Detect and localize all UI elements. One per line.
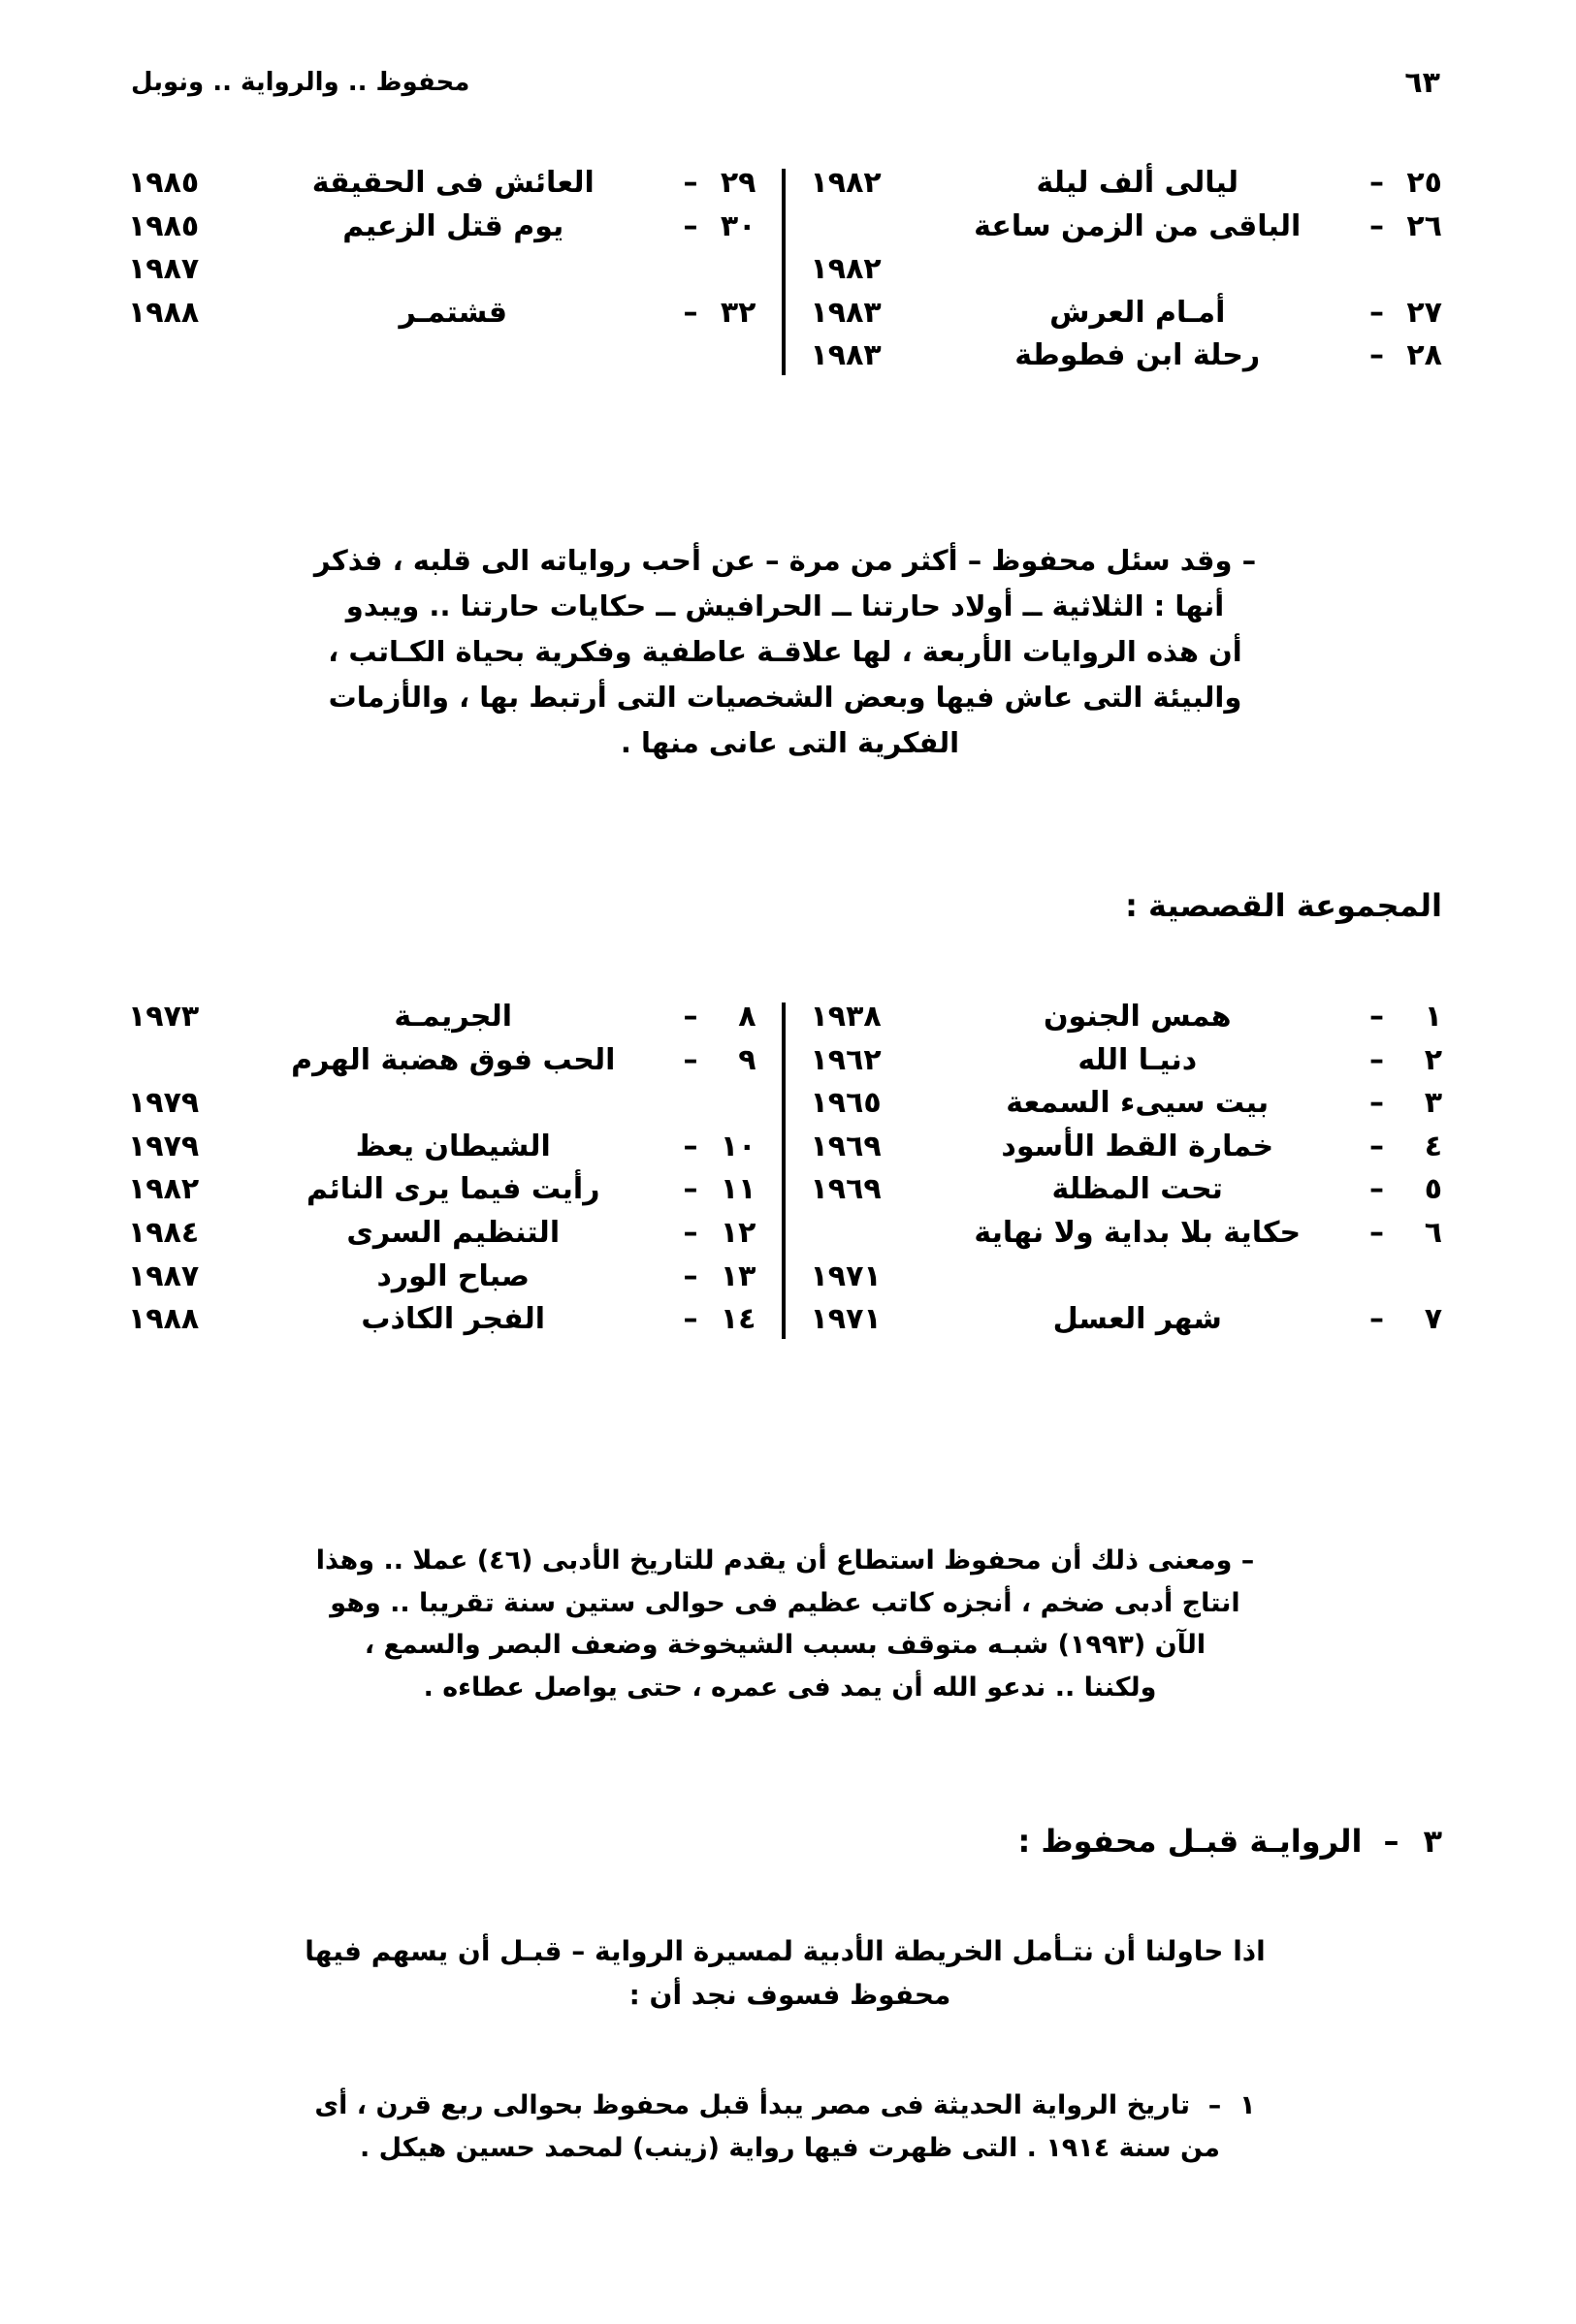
item-number: ١٢ xyxy=(720,1215,756,1250)
item-dash: – xyxy=(683,1042,698,1077)
list-item xyxy=(128,1127,756,1168)
item-title: الجريمـة xyxy=(394,1000,513,1034)
item-number: ٩ xyxy=(738,1042,756,1077)
item-dash: – xyxy=(683,295,698,330)
item-year: ١٩٧١ xyxy=(810,1258,882,1293)
item-dash: – xyxy=(683,1000,698,1034)
paragraph-line: أنها : الثلاثية ــ أولاد حارتنا ــ الحرافيش ــ حكايات حارتنا .. ويبدو xyxy=(345,589,1225,622)
paragraph-total-works xyxy=(128,1540,1442,1709)
list-item-continuation xyxy=(811,1257,1443,1298)
item-year: ١٩٨٨ xyxy=(128,295,200,330)
item-number: ٢٧ xyxy=(1406,295,1442,330)
list-item xyxy=(128,997,756,1038)
paragraph-line: – ومعنى ذلك أن محفوظ استطاع أن يقدم للتاريخ الأدبى (٤٦) عملا .. وهذا xyxy=(315,1545,1255,1576)
item-dash: – xyxy=(1369,166,1384,200)
section-number: ٣ xyxy=(1423,1823,1442,1860)
item-title: أمـام العرش xyxy=(1049,295,1226,330)
item-number: ١٣ xyxy=(720,1258,756,1293)
novels-left-column xyxy=(128,163,786,379)
item-title: العائش فى الحقيقة xyxy=(311,166,595,200)
item-dash: – xyxy=(1369,1086,1384,1121)
paragraph-line: والبيئة التى عاش فيها وبعض الشخصيات التى أرتبط بها ، والأزمات xyxy=(328,680,1242,714)
item-title: دنيـا الله xyxy=(1077,1042,1198,1077)
item-title: الباقى من الزمن ساعة xyxy=(974,208,1302,243)
paragraph-line xyxy=(128,2085,1442,2127)
novels-list-block xyxy=(128,163,1442,379)
stories-section-heading: المجموعة القصصية : xyxy=(1125,887,1442,924)
paragraph-line: أن هذه الروايات الأربعة ، لها علاقـة عاطفية وفكرية بحياة الكـاتب ، xyxy=(328,634,1242,668)
item-number: ٥ xyxy=(1424,1172,1442,1207)
paragraph-favourite-novels xyxy=(128,538,1442,766)
item-year: ١٩٨٣ xyxy=(810,295,882,330)
item-year: ١٩٧١ xyxy=(810,1302,882,1337)
paragraph-before-mahfouz xyxy=(128,1929,1442,2018)
list-item xyxy=(128,1257,756,1298)
item-number: ٢ xyxy=(1424,1042,1442,1077)
item-number: ٧ xyxy=(1424,1302,1442,1337)
item-year: ١٩٨٨ xyxy=(128,1302,200,1337)
section-title: الروايـة قبـل محفوظ : xyxy=(1017,1823,1363,1860)
list-item xyxy=(128,1169,756,1211)
item-number: ٨ xyxy=(738,1000,756,1034)
item-year: ١٩٨٤ xyxy=(128,1215,200,1250)
list-item xyxy=(128,293,756,334)
item-dash: – xyxy=(1369,1302,1384,1337)
running-head xyxy=(0,54,1576,111)
section-dash: – xyxy=(1383,1823,1399,1860)
item-title: يوم قتل الزعيم xyxy=(342,208,564,243)
item-dash: – xyxy=(1369,295,1384,330)
item-number: ٢٩ xyxy=(720,166,756,200)
item-number: ٤ xyxy=(1424,1129,1442,1163)
list-item xyxy=(811,1169,1443,1211)
item-title: الشيطان يعظ xyxy=(355,1129,551,1163)
item-number: ١ xyxy=(1424,1000,1442,1034)
item-dash: – xyxy=(1207,2090,1222,2120)
item-text: تاريخ الرواية الحديثة فى مصر يبدأ قبل محفوظ بحوالى ربع قرن ، أى xyxy=(314,2090,1190,2120)
item-title: التنظيم السرى xyxy=(346,1215,561,1250)
list-item xyxy=(811,1299,1443,1341)
paragraph-line: انتاج أدبى ضخم ، أنجزه كاتب عظيم فى حوالى ستين سنة تقريبا .. وهو xyxy=(330,1587,1240,1618)
item-year: ١٩٨٣ xyxy=(810,338,882,373)
item-number: ١١ xyxy=(720,1172,756,1207)
list-item xyxy=(811,1127,1443,1168)
paragraph-line: من سنة ١٩١٤ . التى ظهرت فيها رواية (زينب) لمحمد حسين هيكل . xyxy=(359,2132,1221,2163)
item-year: ١٩٧٣ xyxy=(128,1000,200,1034)
paragraph-line: الفكرية التى عانى منها . xyxy=(620,725,960,759)
item-title: همس الجنون xyxy=(1043,1000,1232,1034)
item-number: ١٤ xyxy=(720,1302,756,1337)
section-3-heading xyxy=(128,1823,1442,1860)
list-item xyxy=(811,1213,1443,1255)
stories-list-block xyxy=(128,997,1442,1343)
paragraph-line: اذا حاولنا أن نتـأمل الخريطة الأدبية لمسيرة الرواية – قبـل أن يسهم فيها xyxy=(305,1935,1266,1967)
item-year: ١٩٦٢ xyxy=(810,1042,882,1077)
item-number: ٣٢ xyxy=(720,295,756,330)
item-year: ١٩٨٧ xyxy=(128,252,200,287)
item-title: خمارة القط الأسود xyxy=(1001,1129,1274,1163)
item-title: بيت سيىء السمعة xyxy=(1006,1086,1270,1121)
item-dash: – xyxy=(683,208,698,243)
column-divider-rule xyxy=(782,1003,786,1339)
list-item-continuation xyxy=(811,249,1443,291)
novels-right-column xyxy=(786,163,1443,379)
item-title: صباح الورد xyxy=(376,1258,531,1293)
list-item xyxy=(811,997,1443,1038)
item-number: ٢٥ xyxy=(1406,166,1442,200)
list-item xyxy=(811,293,1443,334)
running-title: محفوظ .. والرواية .. ونوبل xyxy=(131,68,470,97)
item-title: الفجر الكاذب xyxy=(361,1302,546,1337)
list-item xyxy=(811,163,1443,205)
item-year: ١٩٣٨ xyxy=(810,1000,882,1034)
item-dash: – xyxy=(683,1302,698,1337)
stories-right-column xyxy=(786,997,1443,1343)
item-dash: – xyxy=(683,1215,698,1250)
item-year: ١٩٨٥ xyxy=(128,208,200,243)
column-divider-rule xyxy=(782,169,786,375)
item-year: ١٩٧٩ xyxy=(128,1129,200,1163)
item-dash: – xyxy=(1369,1129,1384,1163)
list-item xyxy=(811,1083,1443,1125)
list-item xyxy=(128,207,756,248)
item-year: ١٩٧٩ xyxy=(128,1086,200,1121)
item-number: ١ xyxy=(1239,2090,1256,2120)
item-year: ١٩٦٥ xyxy=(810,1086,882,1121)
item-dash: – xyxy=(683,166,698,200)
item-number: ٣ xyxy=(1424,1086,1442,1121)
item-dash: – xyxy=(1369,1172,1384,1207)
item-title: ليالى ألف ليلة xyxy=(1036,166,1238,200)
item-year: ١٩٦٩ xyxy=(810,1129,882,1163)
item-title: حكاية بلا بداية ولا نهاية xyxy=(974,1215,1302,1250)
item-title: الحب فوق هضبة الهرم xyxy=(291,1042,616,1077)
item-number: ٢٨ xyxy=(1406,338,1442,373)
list-item xyxy=(811,207,1443,248)
item-dash: – xyxy=(1369,208,1384,243)
paragraph-line: محفوظ فسوف نجد أن : xyxy=(628,1979,951,2012)
item-year: ١٩٦٩ xyxy=(810,1172,882,1207)
item-title: تحت المظلة xyxy=(1051,1172,1223,1207)
page-number: ٦٣ xyxy=(1404,65,1440,100)
item-dash: – xyxy=(683,1172,698,1207)
item-title: رحلة ابن فطوطة xyxy=(1014,338,1261,373)
item-number: ٣٠ xyxy=(720,208,756,243)
list-item xyxy=(128,1213,756,1255)
item-number: ١٠ xyxy=(720,1129,756,1163)
item-title: قشتمـر xyxy=(399,295,507,330)
list-item xyxy=(811,1040,1443,1082)
item-dash: – xyxy=(1369,1042,1384,1077)
item-dash: – xyxy=(683,1129,698,1163)
item-dash: – xyxy=(1369,1215,1384,1250)
stories-two-column-table xyxy=(128,997,1442,1343)
item-year: ١٩٨٢ xyxy=(128,1172,200,1207)
paragraph-line: ولكننا .. ندعو الله أن يمد فى عمره ، حتى يواصل عطاءه . xyxy=(423,1672,1157,1703)
item-number: ٦ xyxy=(1424,1215,1442,1250)
item-year: ١٩٨٢ xyxy=(810,252,882,287)
item-title: شهر العسل xyxy=(1052,1302,1222,1337)
item-year: ١٩٨٢ xyxy=(810,166,882,200)
paragraph-line: – وقد سئل محفوظ – أكثر من مرة – عن أحب رواياته الى قلبه ، فذكر xyxy=(313,544,1257,577)
list-item-continuation xyxy=(128,1083,756,1125)
item-year: ١٩٨٥ xyxy=(128,166,200,200)
numbered-item-1-body xyxy=(128,2085,1442,2169)
item-year: ١٩٨٧ xyxy=(128,1258,200,1293)
list-item xyxy=(128,1040,756,1082)
item-title: رأيت فيما يرى النائم xyxy=(306,1172,600,1207)
paragraph-line: الآن (١٩٩٣) شبـه متوقف بسبب الشيخوخة وضعف البصر والسمع ، xyxy=(364,1630,1206,1661)
list-item xyxy=(811,335,1443,377)
novels-two-column-table xyxy=(128,163,1442,379)
item-dash: – xyxy=(1369,1000,1384,1034)
item-dash: – xyxy=(1369,338,1384,373)
list-item xyxy=(128,163,756,205)
stories-left-column xyxy=(128,997,786,1343)
list-item-continuation xyxy=(128,249,756,291)
list-item xyxy=(128,1299,756,1341)
numbered-item-1 xyxy=(128,2085,1442,2169)
item-dash: – xyxy=(683,1258,698,1293)
item-number: ٢٦ xyxy=(1406,208,1442,243)
